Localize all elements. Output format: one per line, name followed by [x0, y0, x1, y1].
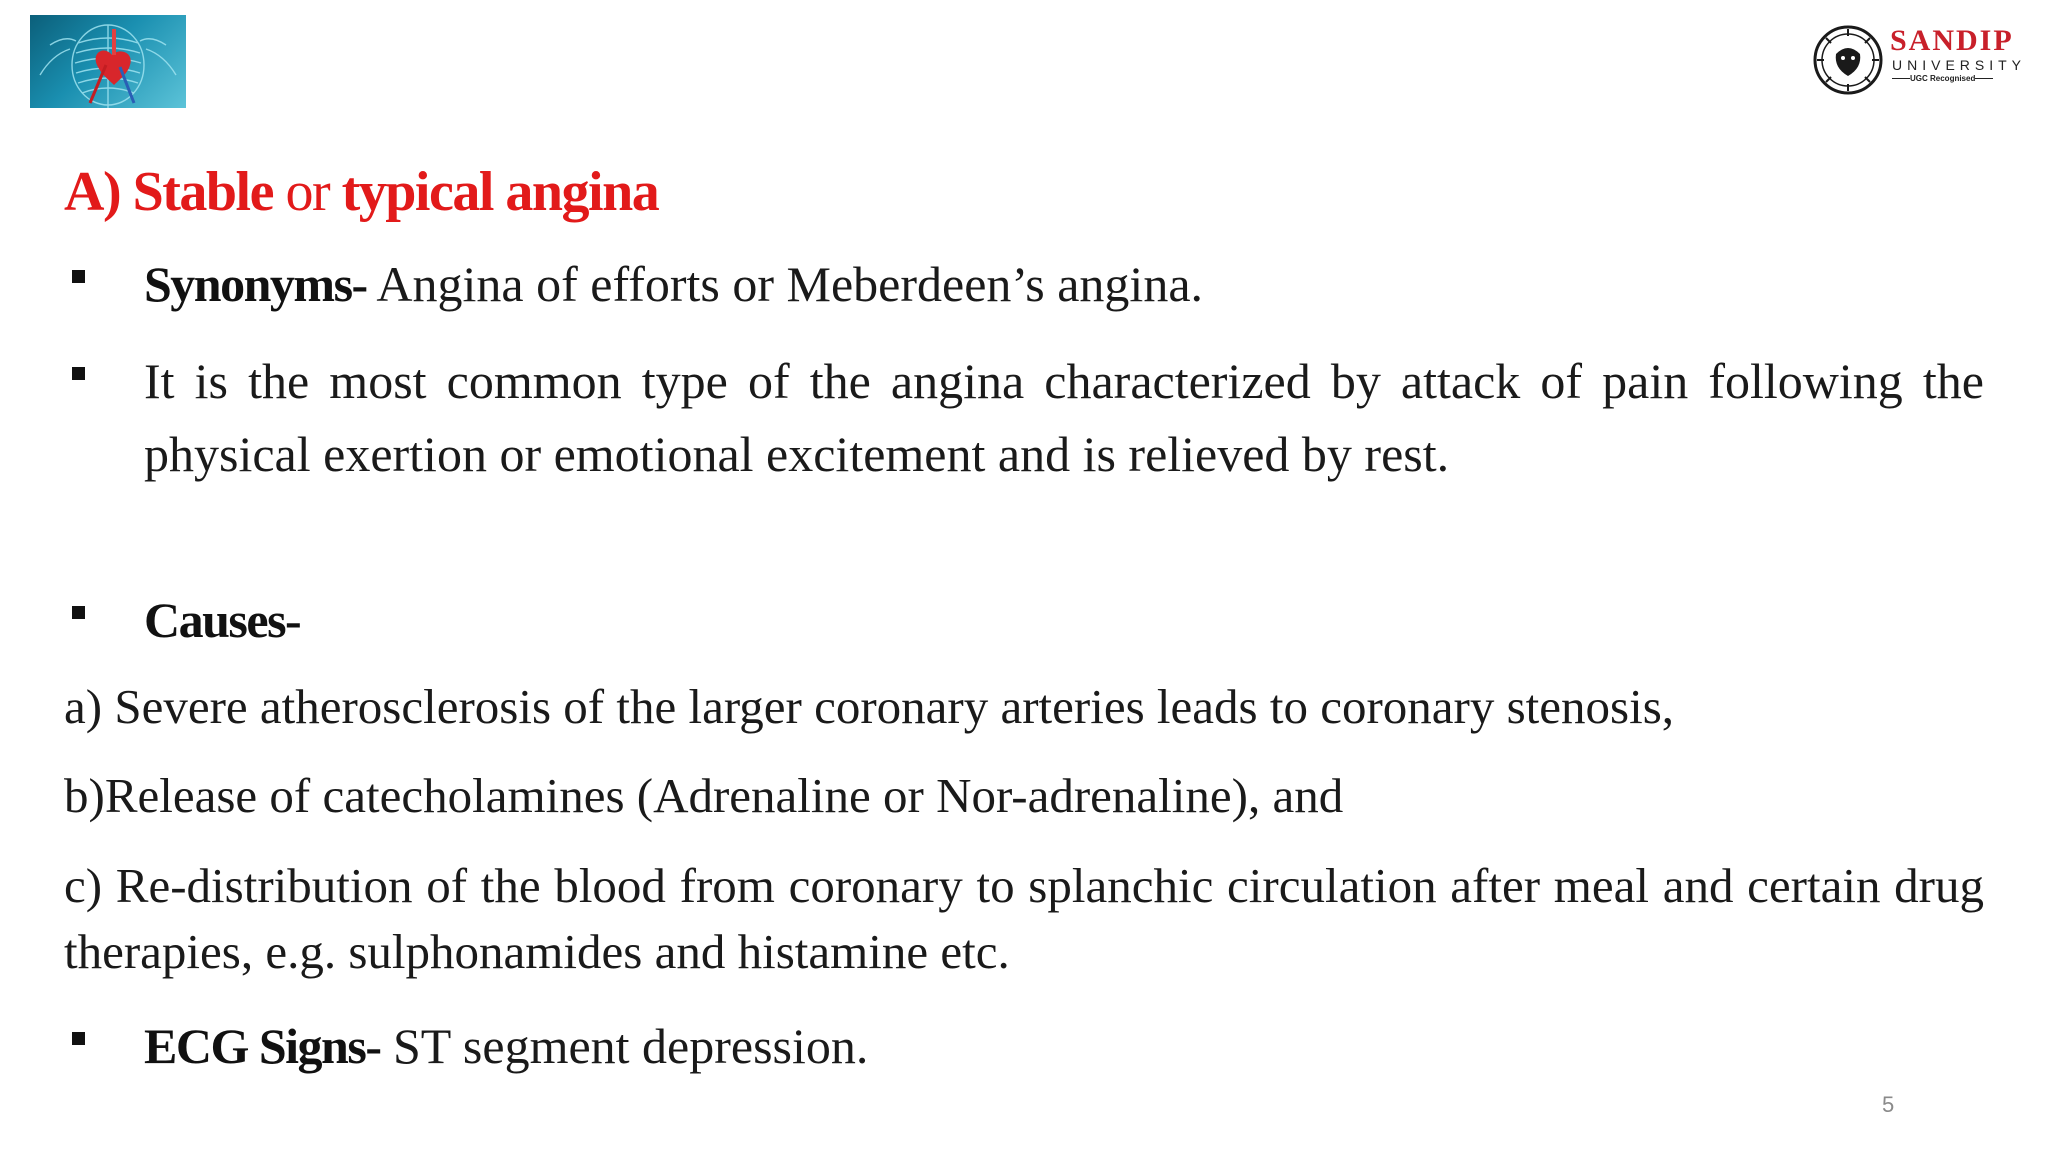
- bullet-causes: [64, 584, 1984, 657]
- bullet-synonyms-text: [144, 248, 1984, 321]
- bullet-causes-text: [144, 584, 1984, 657]
- cause-c: c) Re-distribution of the blood from coronary to splanchic circulation after meal and certain drug therapies, e.g. sulphonamides and histamine etc.: [64, 858, 1984, 979]
- bullet-square-icon: [72, 606, 85, 619]
- bullet-synonyms-body: Angina of efforts or Meberdeen’s angina.: [366, 256, 1204, 312]
- bullet-synonyms: [64, 248, 1984, 321]
- bullet-causes-lead: Causes-: [144, 592, 301, 648]
- bullet-synonyms-lead: Synonyms-: [144, 256, 367, 312]
- logo-subtitle: UNIVERSITY: [1892, 57, 2027, 73]
- bullet-description: [64, 345, 1984, 491]
- bullet-square-icon: [72, 270, 85, 283]
- cause-b: b)Release of catecholamines (Adrenaline or Nor-adrenaline), and: [64, 768, 1344, 823]
- bullet-description-text: It is the most common type of the angina characterized by attack of pain following the physical exertion or emotional excitement and is relieved by rest.: [144, 353, 1984, 482]
- sandip-university-logo: [1812, 22, 2038, 100]
- slide-title: [64, 160, 658, 224]
- bullet-ecg-body: ST segment depression.: [380, 1018, 869, 1074]
- heart-anatomy-icon: [30, 15, 186, 108]
- title-suffix: typical angina: [341, 161, 659, 223]
- cause-a: a) Severe atherosclerosis of the larger coronary arteries leads to coronary stenosis,: [64, 679, 1675, 734]
- title-prefix: A) Stable: [64, 161, 273, 223]
- bullet-ecg-text: [144, 1010, 1984, 1083]
- logo-name: SANDIP: [1890, 24, 2014, 57]
- bullet-square-icon: [72, 367, 85, 380]
- heart-anatomy-image: [30, 15, 186, 108]
- bullet-ecg-lead: ECG Signs-: [144, 1018, 381, 1074]
- lion-emblem-icon: [1812, 24, 1884, 96]
- bullet-ecg-signs: [64, 1010, 1984, 1083]
- logo-tagline-text: UGC Recognised: [1910, 74, 1976, 83]
- page-number: 5: [1882, 1092, 1895, 1117]
- logo-tagline: [1892, 74, 1993, 83]
- title-connector: or: [272, 161, 342, 223]
- bullet-square-icon: [72, 1032, 85, 1045]
